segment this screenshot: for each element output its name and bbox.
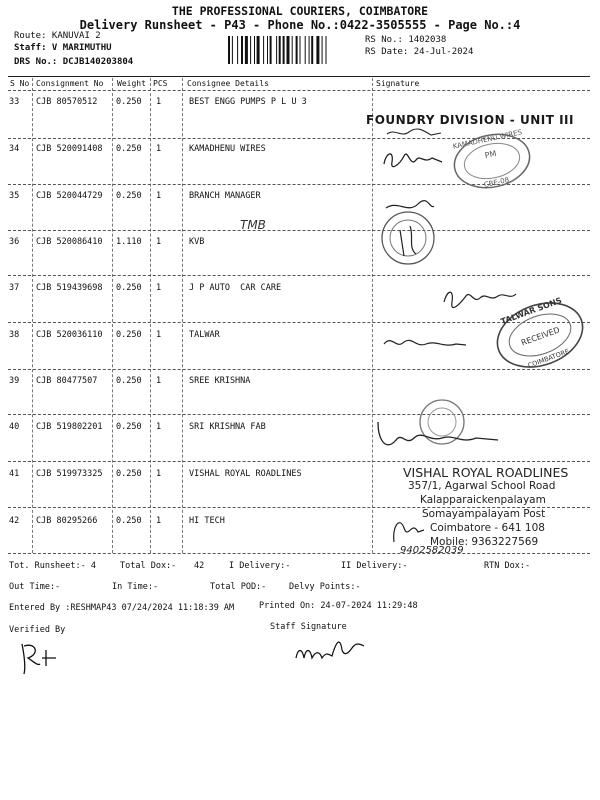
col-divider <box>182 78 183 553</box>
barcode-bar <box>237 36 238 64</box>
row-pcs: 1 <box>156 422 162 432</box>
vishal-stamp-line: Coimbatore - 641 108 <box>430 522 545 534</box>
col-divider <box>150 78 151 553</box>
row-sno: 36 <box>9 237 20 247</box>
barcode-bar <box>228 36 230 64</box>
barcode-bar <box>283 36 285 64</box>
stamp-text: COIMBATORE <box>526 347 571 370</box>
in-time: In Time:- <box>112 582 159 592</box>
row-weight: 0.250 <box>116 144 142 154</box>
staff-signature <box>292 628 372 668</box>
row-pcs: 1 <box>156 283 162 293</box>
barcode-bar <box>250 36 251 64</box>
col-header-weight: Weight <box>117 79 146 88</box>
delvy-points: Delvy Points:- <box>289 582 361 592</box>
row-consignment: CJB 80295266 <box>36 516 98 526</box>
barcode-bar <box>245 36 248 64</box>
table-top-rule <box>8 76 590 77</box>
col-divider <box>112 78 113 553</box>
barcode-bar <box>263 36 264 64</box>
total-dox-label: Total Dox:- <box>120 561 177 571</box>
row-divider <box>8 275 590 276</box>
row-sno: 38 <box>9 330 20 340</box>
runsheet-title: Delivery Runsheet - P43 - Phone No.:0422-3505555 - Page No.:4 <box>79 18 521 32</box>
signature-scribble <box>388 512 428 546</box>
row-pcs: 1 <box>156 97 162 107</box>
row-sno: 35 <box>9 191 20 201</box>
barcode-bar <box>241 36 243 64</box>
i-delivery: I Delivery:- <box>229 561 291 571</box>
row-pcs: 1 <box>156 516 162 526</box>
tot-runsheet: Tot. Runsheet:- 4 <box>9 561 96 571</box>
row-consignee: BEST ENGG PUMPS P L U 3 <box>189 97 307 107</box>
row-weight: 0.250 <box>116 469 142 479</box>
barcode-bar <box>276 36 277 64</box>
total-pod: Total POD:- <box>210 582 267 592</box>
row-consignee: J P AUTO CAR CARE <box>189 283 282 293</box>
row-pcs: 1 <box>156 376 162 386</box>
row-weight: 0.250 <box>116 97 142 107</box>
company-name: THE PROFESSIONAL COURIERS, COIMBATORE <box>171 4 429 18</box>
vishal-stamp-line: Somayampalayam Post <box>422 508 546 520</box>
row-consignee: HI TECH <box>189 516 225 526</box>
row-consignment: CJB 519973325 <box>36 469 103 479</box>
row-consignment: CJB 519802201 <box>36 422 103 432</box>
route-label: Route: KANUVAI 2 <box>14 31 101 41</box>
drs-number: DRS No.: DCJB140203804 <box>14 57 134 67</box>
printed-on: Printed On: 24-07-2024 11:29:48 <box>259 601 418 611</box>
out-time: Out Time:- <box>9 582 61 592</box>
kamadhenu-stamp <box>450 128 534 191</box>
row-pcs: 1 <box>156 469 162 479</box>
row-pcs: 1 <box>156 237 162 247</box>
row-weight: 1.110 <box>116 237 142 247</box>
row-consignee: SREE KRISHNA <box>189 376 251 386</box>
row-consignee: TALWAR <box>189 330 220 340</box>
row-weight: 0.250 <box>116 422 142 432</box>
vishal-stamp-line: Mobile: 9363227569 <box>430 536 539 548</box>
handwritten-phone: 9402582039 <box>400 545 464 556</box>
row-consignee: VISHAL ROYAL ROADLINES <box>189 469 302 479</box>
col-divider <box>372 78 373 553</box>
rtn-dox: RTN Dox:- <box>484 561 531 571</box>
signature-scribble <box>380 332 470 354</box>
row-consignment: CJB 80477507 <box>36 376 98 386</box>
foundry-stamp: FOUNDRY DIVISION - UNIT III <box>366 113 574 127</box>
row-sno: 33 <box>9 97 20 107</box>
barcode-bar <box>254 36 255 64</box>
barcode-bar <box>279 36 281 64</box>
signature-scribble <box>385 126 445 140</box>
row-weight: 0.250 <box>116 516 142 526</box>
barcode-bar <box>296 36 298 64</box>
stamp-text: CBE-08 <box>483 175 510 190</box>
col-header-consignee: Consignee Details <box>187 79 269 88</box>
vishal-stamp-line: Kalapparaickenpalayam <box>420 494 546 506</box>
row-weight: 0.250 <box>116 330 142 340</box>
verifier-signature <box>16 640 76 680</box>
barcode <box>228 36 356 64</box>
row-pcs: 1 <box>156 144 162 154</box>
row-consignment: CJB 520044729 <box>36 191 103 201</box>
rs-number: RS No.: 1402038 <box>365 35 447 45</box>
row-pcs: 1 <box>156 330 162 340</box>
row-pcs: 1 <box>156 191 162 201</box>
row-consignee: KVB <box>189 237 205 247</box>
stamp-text: KAMADHENU WIRES <box>452 128 523 151</box>
col-header-signature: Signature <box>376 79 420 88</box>
row-consignment: CJB 520036110 <box>36 330 103 340</box>
barcode-bar <box>300 36 301 64</box>
row-sno: 34 <box>9 144 20 154</box>
staff-label: Staff: V MARIMUTHU <box>14 43 112 53</box>
barcode-bar <box>326 36 327 64</box>
ii-delivery: II Delivery:- <box>341 561 408 571</box>
row-consignment: CJB 80570512 <box>36 97 98 107</box>
barcode-bar <box>305 36 306 64</box>
row-consignee: BRANCH MANAGER <box>189 191 261 201</box>
col-header-pcs: PCS <box>153 79 168 88</box>
row-weight: 0.250 <box>116 191 142 201</box>
sri-krishna-seal <box>372 400 512 460</box>
total-dox-value: 42 <box>194 561 205 571</box>
vishal-stamp-line: 357/1, Agarwal School Road <box>408 480 556 492</box>
table-bottom-rule <box>8 553 590 554</box>
col-header-sno: S No <box>10 79 30 88</box>
col-divider <box>32 78 33 553</box>
row-consignment: CJB 520086410 <box>36 237 103 247</box>
barcode-bar <box>322 36 323 64</box>
vishal-stamp-line: VISHAL ROYAL ROADLINES <box>403 465 569 480</box>
barcode-bar <box>270 36 272 64</box>
bank-seal <box>378 196 438 276</box>
row-sno: 41 <box>9 469 20 479</box>
row-consignee: KAMADHENU WIRES <box>189 144 266 154</box>
row-sno: 39 <box>9 376 20 386</box>
rs-date: RS Date: 24-Jul-2024 <box>365 47 474 57</box>
row-consignment: CJB 519439698 <box>36 283 103 293</box>
barcode-bar <box>311 36 313 64</box>
row-consignee: SRI KRISHNA FAB <box>189 422 266 432</box>
row-divider <box>8 461 590 462</box>
row-sno: 42 <box>9 516 20 526</box>
row-consignment: CJB 520091408 <box>36 144 103 154</box>
barcode-bar <box>267 36 268 64</box>
verified-by: Verified By <box>9 625 66 635</box>
staff-signature-label: Staff Signature <box>270 622 347 632</box>
barcode-bar <box>316 36 319 64</box>
tmb-handwriting: TMB <box>240 218 266 232</box>
stamp-text: TALWAR SONS <box>499 295 563 327</box>
entered-by: Entered By :RESHMAP43 07/24/2024 11:18:39 AM <box>9 603 235 613</box>
barcode-bar <box>292 36 293 64</box>
row-divider <box>8 230 590 231</box>
stamp-text: RECEIVED <box>520 325 561 348</box>
row-sno: 40 <box>9 422 20 432</box>
barcode-bar <box>257 36 260 64</box>
row-weight: 0.250 <box>116 376 142 386</box>
row-sno: 37 <box>9 283 20 293</box>
barcode-bar <box>309 36 310 64</box>
table-header-rule <box>8 90 590 91</box>
stamp-text: PM <box>483 149 498 161</box>
signature-scribble <box>380 142 450 182</box>
barcode-bar <box>287 36 290 64</box>
row-weight: 0.250 <box>116 283 142 293</box>
barcode-bar <box>232 36 233 64</box>
talwar-sons-stamp <box>492 295 588 370</box>
col-header-consignment: Consignment No <box>36 79 104 88</box>
